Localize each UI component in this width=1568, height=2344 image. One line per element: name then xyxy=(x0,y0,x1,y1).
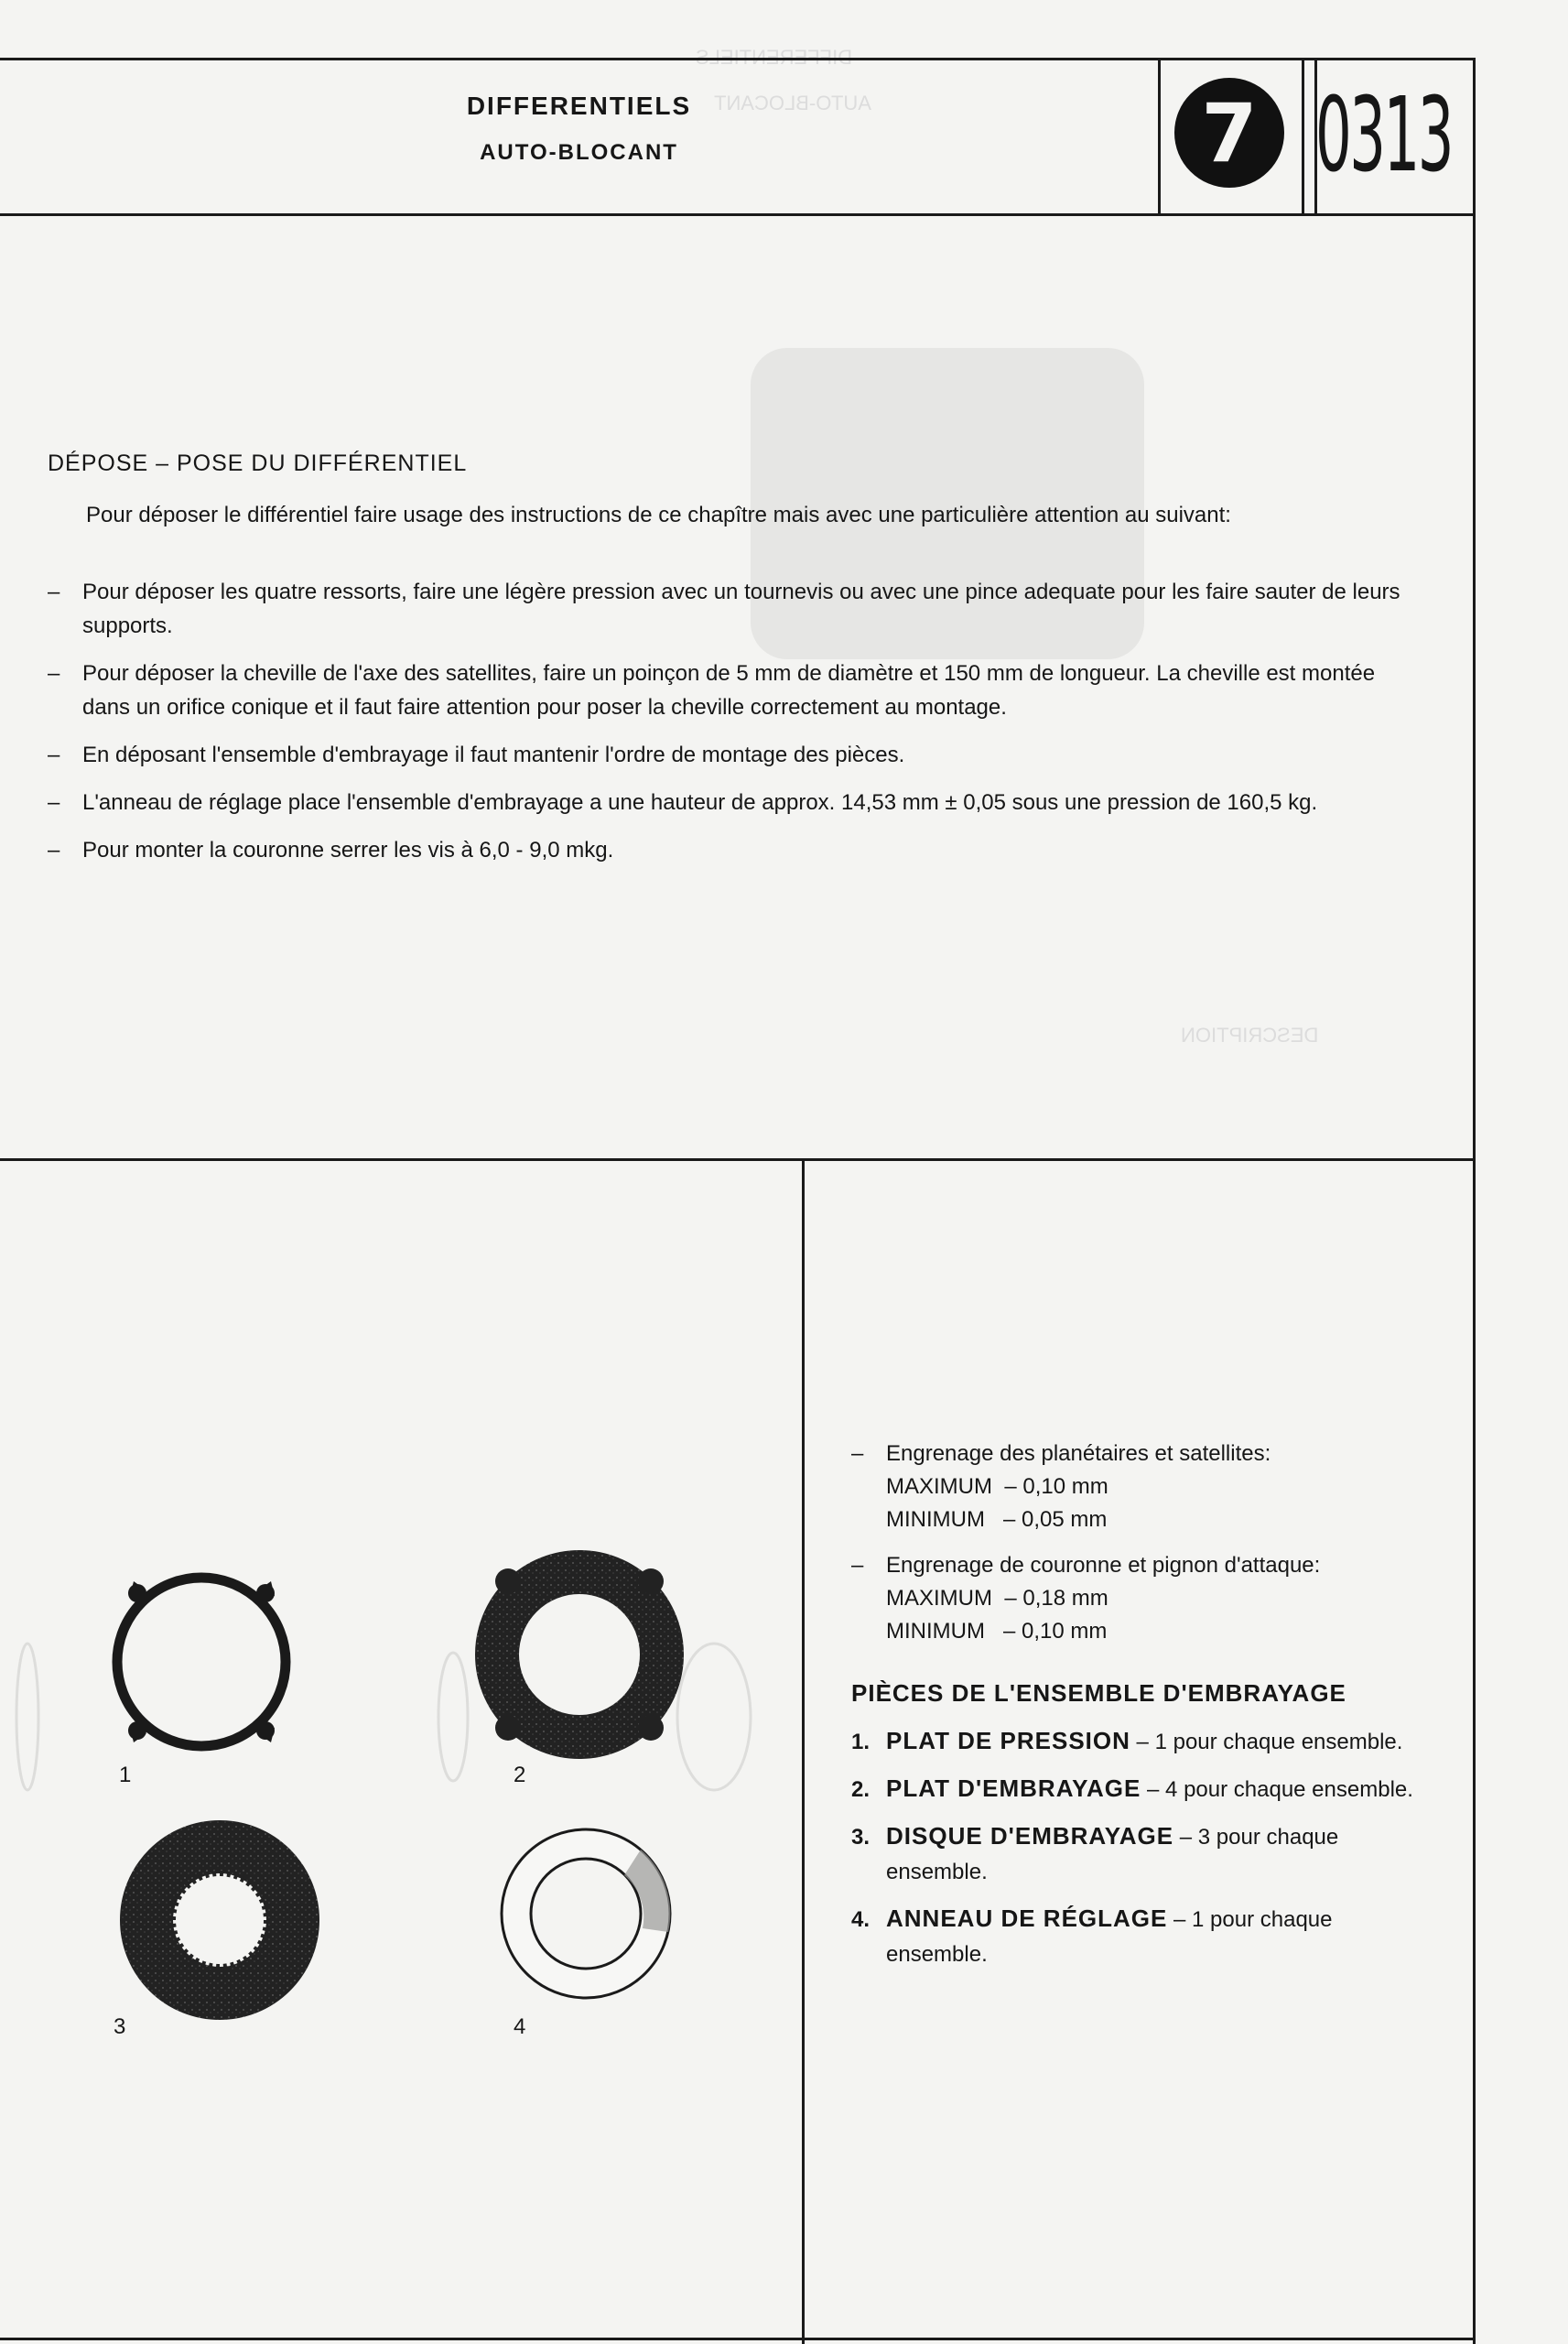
header-divider xyxy=(1302,58,1304,215)
spec-minimum: MINIMUM – 0,05 mm xyxy=(886,1507,1108,1532)
section-heading: DÉPOSE – POSE DU DIFFÉRENTIEL xyxy=(48,450,468,476)
page-right-rule xyxy=(1473,58,1476,2344)
parts-list-item xyxy=(851,1901,1437,1972)
spec-maximum: MAXIMUM – 0,10 mm xyxy=(886,1474,1108,1499)
part-number: 2. xyxy=(851,1777,871,1802)
parts-list xyxy=(851,1723,1437,1983)
spec-block xyxy=(851,1438,1271,1536)
spec-dash: – xyxy=(851,1441,864,1466)
instruction-item: – Pour déposer les quatre ressorts, faire une légère pression avec un tournevis ou avec une pince adequate pour les faire sauter de leurs supports. xyxy=(48,575,1421,643)
header-top-rule xyxy=(0,58,1476,60)
part-name: PLAT D'EMBRAYAGE xyxy=(886,1774,1141,1802)
figure-label-2: 2 xyxy=(514,1763,526,1787)
page-title: DIFFERENTIELS xyxy=(466,92,692,120)
part-detail: – 1 pour chaque ensemble. xyxy=(886,1907,1333,1967)
page-subtitle: AUTO-BLOCANT xyxy=(480,140,678,165)
figure-label-1: 1 xyxy=(119,1763,132,1787)
parts-list-item xyxy=(851,1818,1437,1890)
part-detail: – 1 pour chaque ensemble. xyxy=(1130,1730,1403,1754)
spec-label: Engrenage de couronne et pignon d'attaque: xyxy=(886,1553,1321,1578)
spec-block xyxy=(851,1549,1320,1648)
clutch-parts-figure xyxy=(0,1538,787,2051)
bleed-through: AUTO-BLOCANT xyxy=(714,92,871,114)
spec-label: Engrenage des planétaires et satellites: xyxy=(886,1441,1271,1466)
parts-heading: PIÈCES DE L'ENSEMBLE D'EMBRAYAGE xyxy=(851,1679,1346,1707)
spec-dash: – xyxy=(851,1553,864,1578)
part-number: 3. xyxy=(851,1825,871,1850)
part-name: DISQUE D'EMBRAYAGE xyxy=(886,1822,1174,1850)
adjusting-ring-drawing xyxy=(502,1829,670,1998)
instruction-item: – Pour monter la couronne serrer les vis à 6,0 - 9,0 mkg. xyxy=(48,833,1421,867)
intro-paragraph: Pour déposer le différentiel faire usage des instructions de ce chapître mais avec une particulière attention au suivant: xyxy=(86,503,1231,527)
clutch-disc-drawing xyxy=(146,1847,293,1993)
figure-label-4: 4 xyxy=(514,2014,526,2039)
part-name: PLAT DE PRESSION xyxy=(886,1727,1130,1754)
instruction-item: – L'anneau de réglage place l'ensemble d'embrayage a une hauteur de approx. 14,53 mm ± 0,05 sous une pression de 160,5 kg. xyxy=(48,786,1421,819)
bottom-rule xyxy=(0,2338,1476,2340)
part-number: 1. xyxy=(851,1730,871,1754)
instruction-item: – Pour déposer la cheville de l'axe des satellites, faire un poinçon de 5 mm de diamètre et 150 mm de longueur. La cheville est montée dans un orifice conique et il faut faire attention pour poser la cheville correctement au montage. xyxy=(48,657,1421,724)
clutch-plate-drawing xyxy=(495,1568,664,1741)
header-bottom-rule xyxy=(0,213,1476,216)
chapter-badge: 7 xyxy=(1174,78,1284,188)
parts-list-item xyxy=(851,1723,1437,1760)
panel-divider xyxy=(802,1158,805,2344)
part-name: ANNEAU DE RÉGLAGE xyxy=(886,1904,1168,1932)
pressure-plate-drawing xyxy=(117,1578,286,1746)
header-divider xyxy=(1158,58,1161,215)
part-detail: – 4 pour chaque ensemble. xyxy=(1141,1777,1413,1802)
bleed-through: DESCRIPTION xyxy=(1181,1024,1319,1047)
instruction-item: – En déposant l'ensemble d'embrayage il faut mantenir l'ordre de montage des pièces. xyxy=(48,738,1421,772)
page-code: 0313 xyxy=(1315,76,1453,195)
instruction-list xyxy=(48,575,1421,881)
parts-list-item xyxy=(851,1771,1437,1807)
section-rule xyxy=(0,1158,1476,1161)
spec-maximum: MAXIMUM – 0,18 mm xyxy=(886,1586,1108,1611)
spec-minimum: MINIMUM – 0,10 mm xyxy=(886,1619,1108,1644)
part-detail: – 3 pour chaque ensemble. xyxy=(886,1825,1339,1884)
part-number: 4. xyxy=(851,1907,871,1932)
figure-label-3: 3 xyxy=(114,2014,126,2039)
